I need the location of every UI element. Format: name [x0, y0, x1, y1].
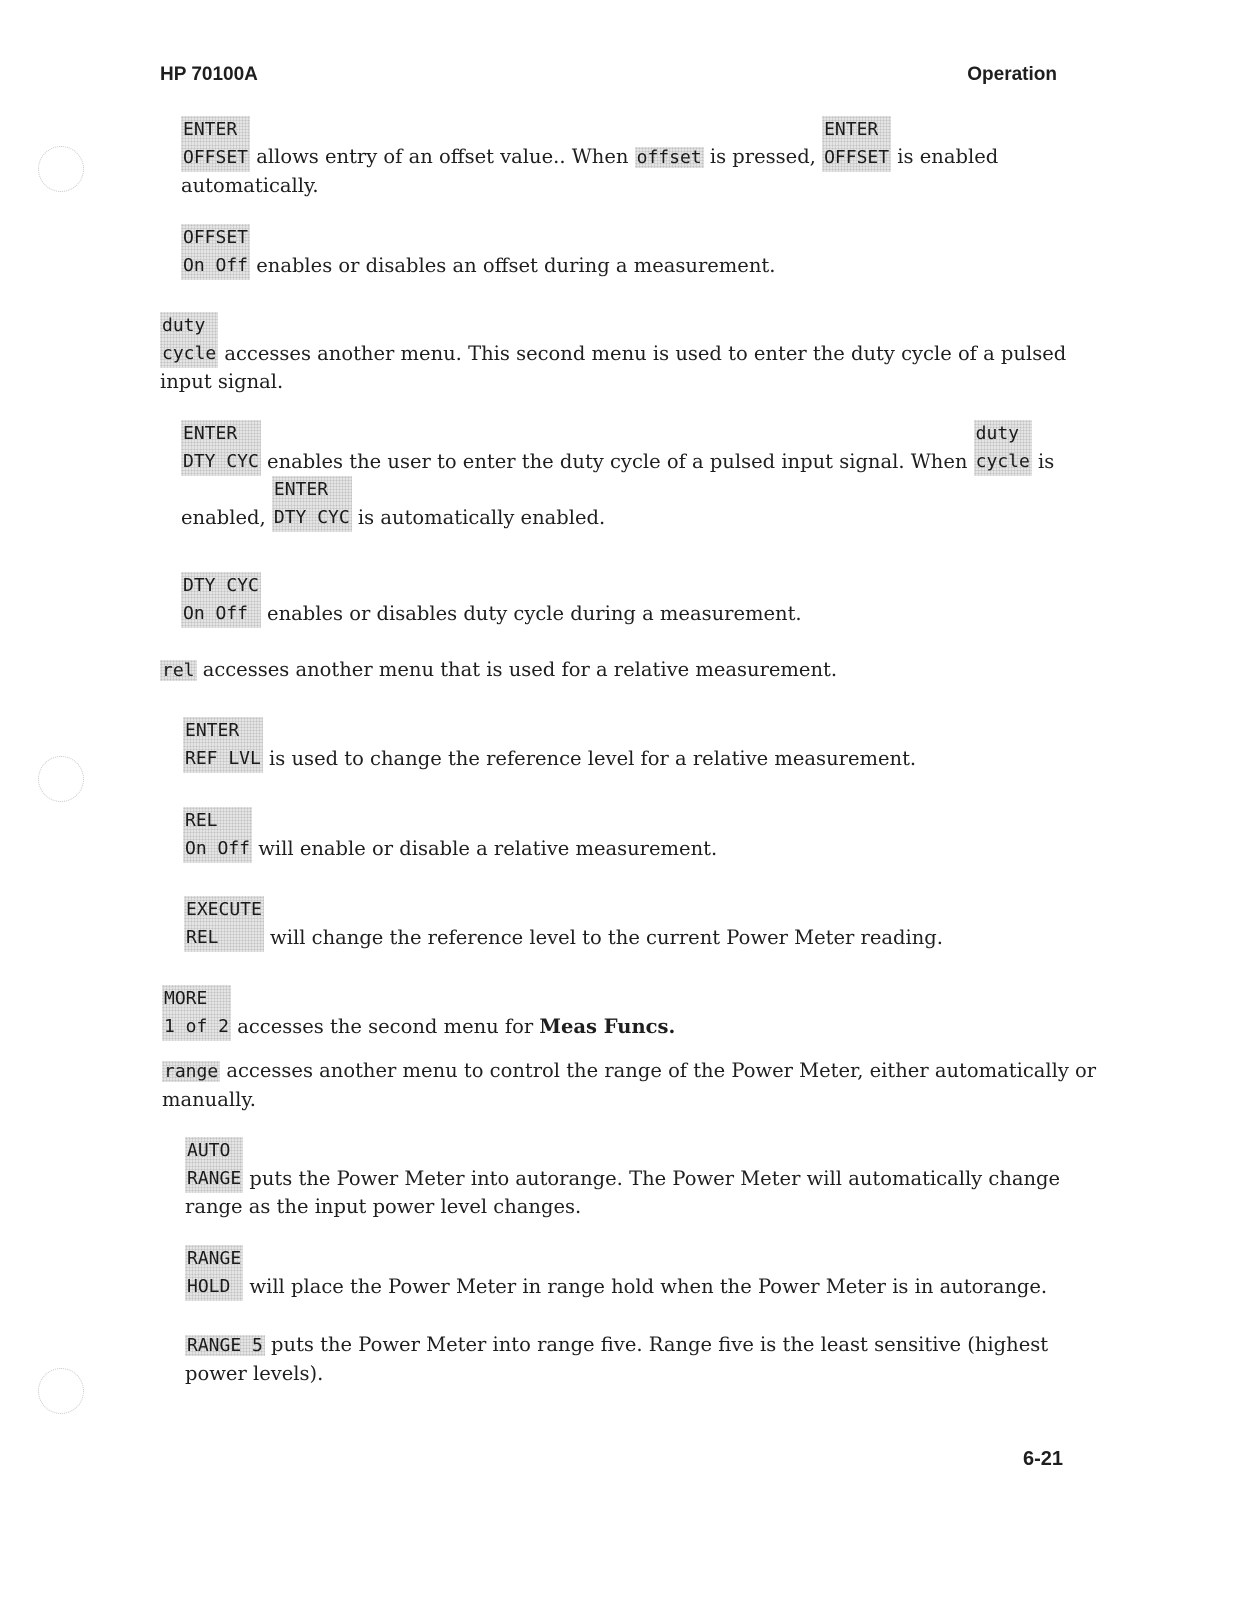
meas-funcs-label: Meas Funcs. [539, 1015, 676, 1038]
dty-cyc-onoff-softkey[interactable]: DTY CYC On Off [181, 572, 261, 628]
header-section: Operation [967, 64, 1057, 85]
offset-onoff-entry: OFFSET On Off enables or disables an offset during a measurement. [181, 224, 775, 280]
rel-softkey[interactable]: rel [162, 660, 195, 681]
punch-hole [38, 756, 84, 802]
range-entry: range accesses another menu to control the range of the Power Meter, either automatically or manually. [162, 1059, 1097, 1111]
rel-onoff-softkey[interactable]: REL On Off [183, 807, 252, 863]
header-model: HP 70100A [160, 64, 258, 85]
offset-softkey-ref: offset [636, 147, 702, 168]
enter-offset-softkey-ref: ENTER OFFSET [822, 116, 891, 172]
execute-rel-softkey[interactable]: EXECUTE REL [184, 896, 264, 952]
enter-dty-cyc-entry: ENTER DTY CYC enables the user to enter the duty cycle of a pulsed input signal. When duty cycle is enabled, ENTER DTY CYC is automatically enabled. [181, 420, 1054, 532]
more-entry: MORE 1 of 2 accesses the second menu for Meas Funcs. [162, 985, 675, 1041]
enter-ref-lvl-softkey[interactable]: ENTER REF LVL [183, 717, 263, 773]
range-hold-entry: RANGE HOLD will place the Power Meter in range hold when the Power Meter is in autorange. [185, 1245, 1047, 1301]
execute-rel-entry: EXECUTE REL will change the reference level to the current Power Meter reading. [184, 896, 943, 952]
auto-range-entry: AUTO RANGE puts the Power Meter into autorange. The Power Meter will automatically change range as the input power level changes. [185, 1137, 1060, 1221]
enter-ref-lvl-entry: ENTER REF LVL is used to change the reference level for a relative measurement. [183, 717, 916, 773]
enter-dty-cyc-softkey[interactable]: ENTER DTY CYC [181, 420, 261, 476]
enter-dty-cyc-softkey-ref: ENTER DTY CYC [272, 476, 352, 532]
range-5-entry: RANGE 5 puts the Power Meter into range five. Range five is the least sensitive (highest power levels). [185, 1333, 1049, 1385]
range-5-softkey[interactable]: RANGE 5 [187, 1335, 263, 1356]
punch-hole [38, 146, 84, 192]
offset-onoff-softkey[interactable]: OFFSET On Off [181, 224, 250, 280]
duty-cycle-softkey-ref: duty cycle [974, 420, 1032, 476]
enter-offset-softkey[interactable]: ENTER OFFSET [181, 116, 250, 172]
range-softkey[interactable]: range [164, 1061, 219, 1082]
rel-onoff-entry: REL On Off will enable or disable a relative measurement. [183, 807, 717, 863]
rel-entry: rel accesses another menu that is used for a relative measurement. [162, 658, 838, 681]
punch-hole [38, 1368, 84, 1414]
page-number: 6-21 [1022, 1448, 1063, 1470]
duty-cycle-entry: duty cycle accesses another menu. This second menu is used to enter the duty cycle of a pulsed input signal. [160, 312, 1066, 396]
enter-offset-entry: ENTER OFFSET allows entry of an offset value.. When offset is pressed, ENTER OFFSET is enabled automatically. [181, 116, 998, 200]
more-softkey[interactable]: MORE 1 of 2 [162, 985, 231, 1041]
auto-range-softkey[interactable]: AUTO RANGE [185, 1137, 243, 1193]
dty-cyc-onoff-entry: DTY CYC On Off enables or disables duty cycle during a measurement. [181, 572, 802, 628]
range-hold-softkey[interactable]: RANGE HOLD [185, 1245, 243, 1301]
duty-cycle-softkey[interactable]: duty cycle [160, 312, 218, 368]
